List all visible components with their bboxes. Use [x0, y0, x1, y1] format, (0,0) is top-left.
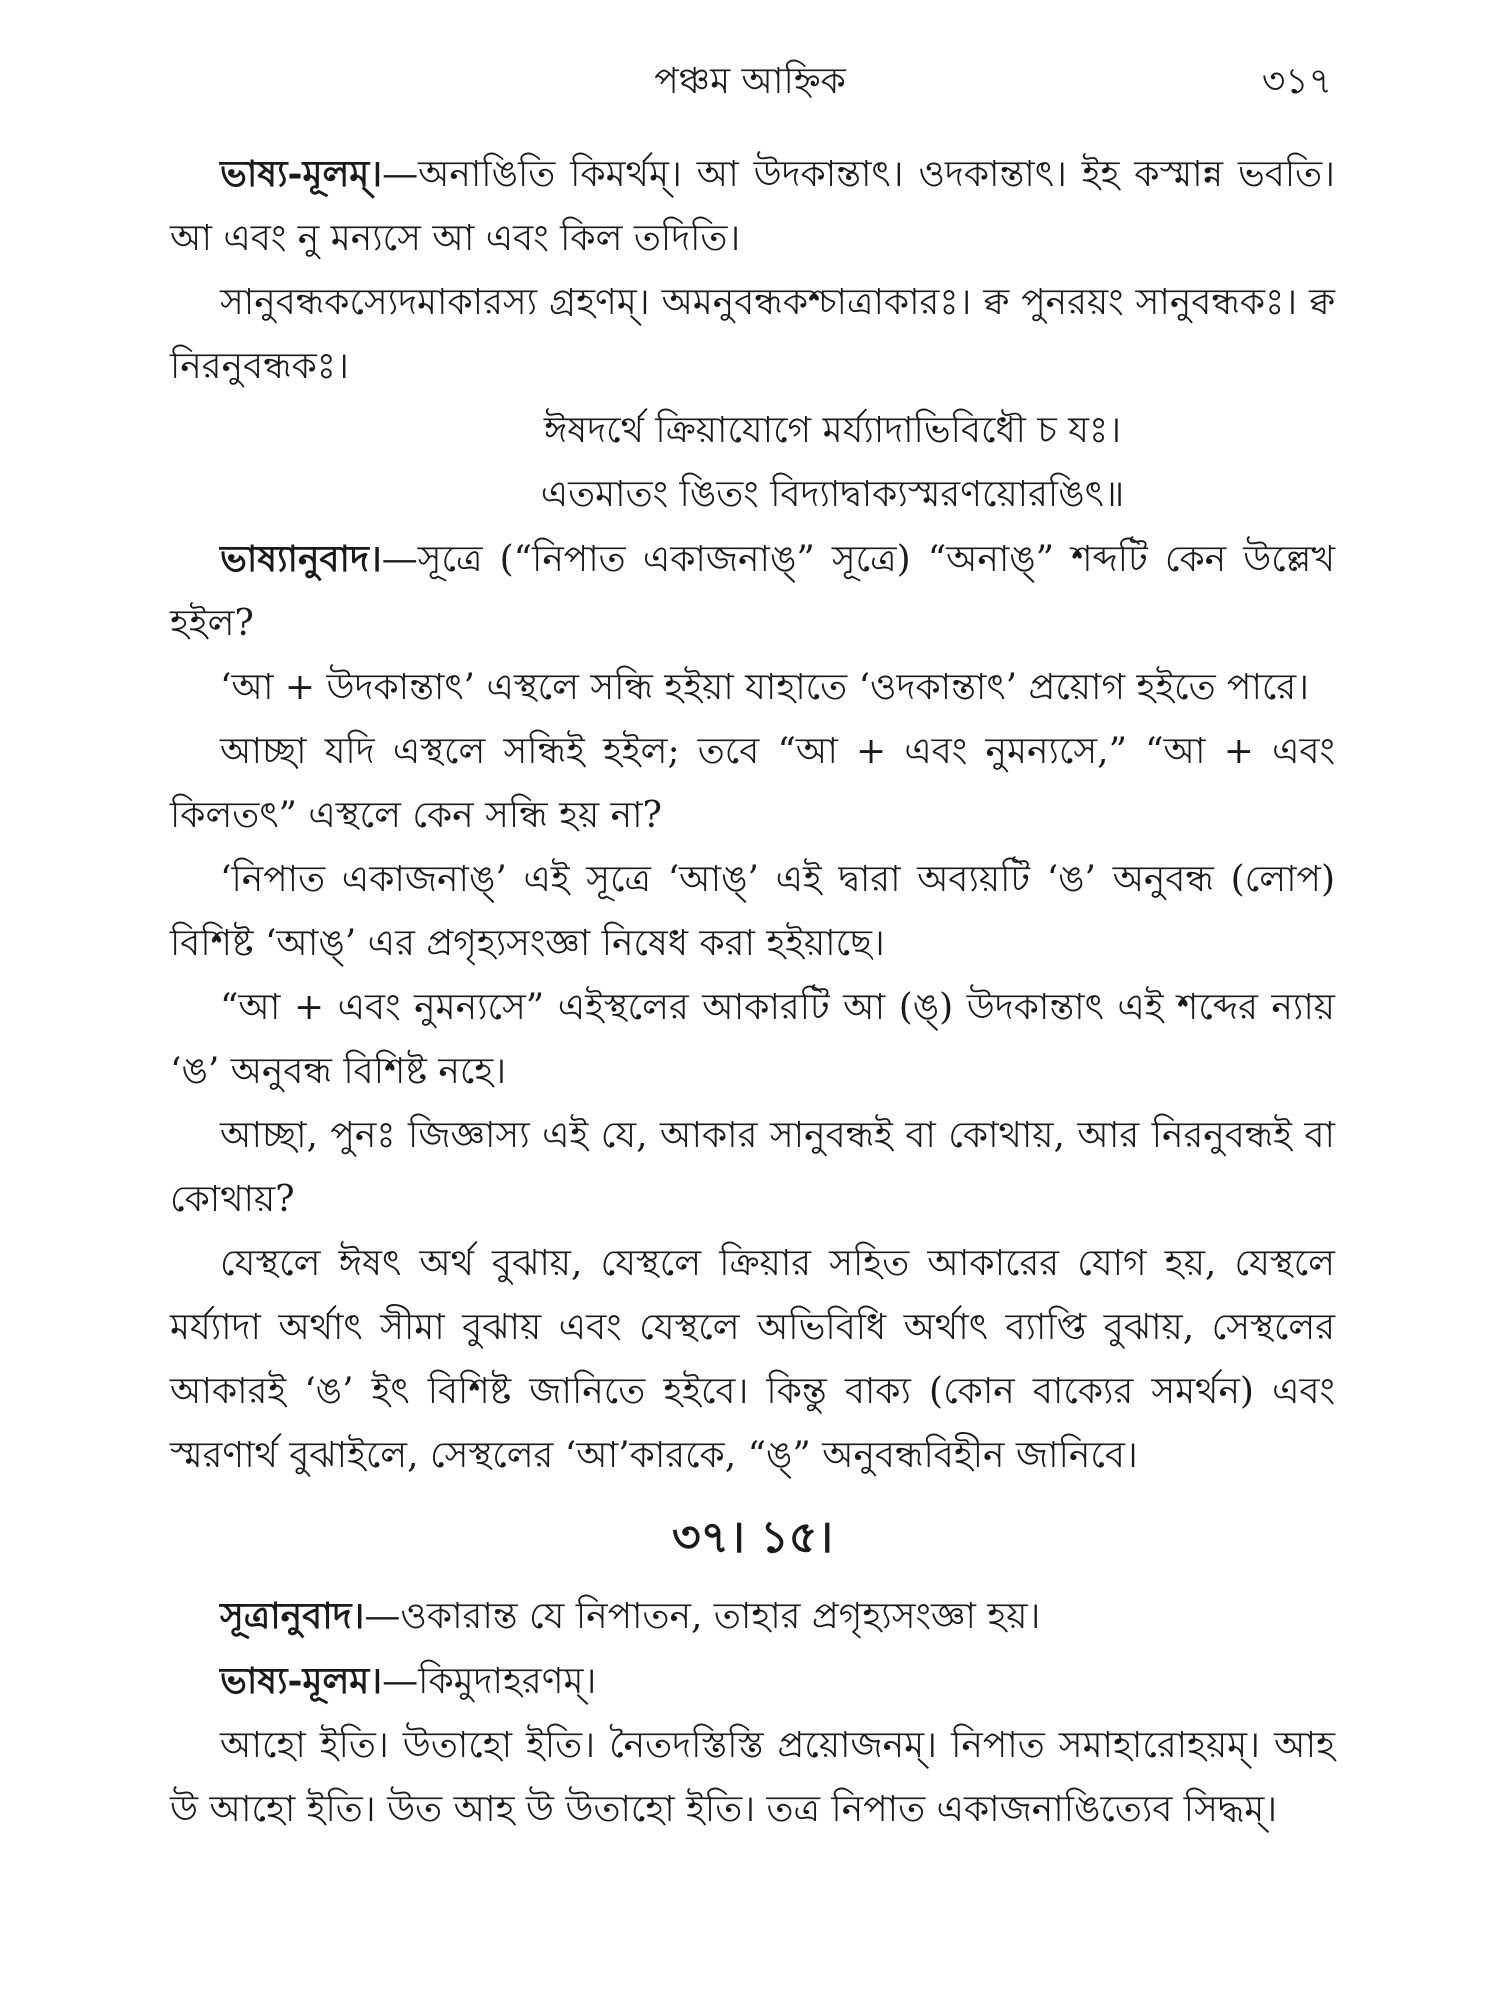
paragraph-bhashya-mulam-2 — [170, 1649, 1335, 1714]
verse-line-2: এতমাতং ঙিতং বিদ্যাদ্বাক্যস্মরণয়োরঙিৎ॥ — [540, 474, 1125, 515]
page-body — [170, 142, 1335, 1842]
paragraph-text-6: ‘নিপাত একাজনাঙ্’ এই সূত্রে ‘আঙ্’ এই দ্বারা অব্যয়টি ‘ঙ’ অনুবন্ধ (লোপ) বিশিষ্ট ‘আঙ্’ এর প্রগৃহ্যসংজ্ঞা নিষেধ করা হইয়াছে। — [170, 859, 1335, 964]
paragraph-text: —ওকারান্ত যে নিপাতন, তাহার প্রগৃহ্যসংজ্ঞা হয়। — [364, 1596, 1041, 1637]
paragraph-text-9: যেস্থলে ঈষৎ অর্থ বুঝায়, যেস্থলে ক্রিয়ার সহিত আকারের যোগ হয়, যেস্থলে মর্য্যাদা অর্থাৎ সীমা বুঝায় এবং যেস্থলে অভিবিধি অর্থাৎ ব্যাপ্তি বুঝায়, সেস্থলের আকারই ‘ঙ’ ইৎ বিশিষ্ট জানিতে হইবে। কিন্তু বাক্য (কোন বাক্যের সমর্থন) এবং স্মরণার্থ বুঝাইলে, সেস্থলের ‘আ’কারকে, “ঙ্” অনুবন্ধবিহীন জানিবে। — [170, 1243, 1335, 1476]
page-number: ৩১৭ — [1261, 61, 1332, 102]
paragraph-text: —অনাঙিতি কিমর্থম্। আ উদকান্তাৎ। ওদকান্তাৎ। ইহ কস্মান্ন ভবতি। আ এবং নু মন্যসে আ এবং কিল তদিতি। — [170, 154, 1335, 259]
paragraph-text: —সূত্রে (“নিপাত একাজনাঙ্” সূত্রে) “অনাঙ্” শব্দটি কেন উল্লেখ হইল? — [170, 539, 1335, 644]
paragraph-text-4: ‘আ + উদকান্তাৎ’ এস্থলে সন্ধি হইয়া যাহাতে ‘ওদকান্তাৎ’ প্রয়োগ হইতে পারে। — [220, 667, 1310, 708]
paragraph-text-12: আহো ইতি। উতাহো ইতি। নৈতদস্তিস্তি প্রয়োজনম্। নিপাত সমাহারোহয়ম্। আহ উ আহো ইতি। উত আহ উ উতাহো ইতি। তত্র নিপাত একাজনাঙিত্যেব সিদ্ধম্। — [170, 1725, 1335, 1830]
paragraph-text: —কিমুদাহরণম্। — [382, 1661, 597, 1702]
paragraph-label: সূত্রানুবাদ। — [220, 1595, 365, 1637]
paragraph-text-7: “আ + এবং নুমন্যসে” এইস্থলের আকারটি আ (ঙ্) উদকান্তাৎ এই শব্দের ন্যায় ‘ঙ’ অনুবন্ধ বিশিষ্ট নহে। — [170, 987, 1335, 1092]
paragraph-sutranubad — [170, 1584, 1335, 1649]
paragraph-text-5: আচ্ছা যদি এস্থলে সন্ধিই হইল; তবে “আ + এবং নুমন্যসে,” “আ + এবং কিলতৎ” এস্থলে কেন সন্ধি হয় না? — [170, 731, 1335, 836]
paragraph-sanubandhaka: সানুবন্ধকস্যেদমাকারস্য গ্রহণম্। অমনুবন্ধকশ্চাত্রাকারঃ। ক্ব পুনরয়ং সানুবন্ধকঃ। ক্ব নিরনুবন্ধকঃ। — [170, 282, 1335, 387]
paragraph-label: ভাষ্য-মূলম্। — [220, 153, 383, 195]
verse-line-1: ঈষদর্থে ক্রিয়াযোগে মর্য্যাদাভিবিধৌ চ যঃ। — [543, 410, 1122, 451]
paragraph-label: ভাষ্যানুবাদ। — [220, 538, 382, 580]
paragraph-bhashya-mulam — [170, 142, 1335, 271]
paragraph-bhashyanubad — [170, 527, 1335, 656]
sutra-number-heading: ৩৭। ১৫। — [671, 1512, 834, 1563]
page-header-title: পঞ্চম আহ্নিক — [654, 61, 846, 102]
paragraph-text-8: আচ্ছা, পুনঃ জিজ্ঞাস্য এই যে, আকার সানুবন্ধই বা কোথায়, আর নিরনুবন্ধই বা কোথায়? — [170, 1115, 1335, 1220]
paragraph-label: ভাষ্য-মূলম। — [220, 1660, 383, 1702]
